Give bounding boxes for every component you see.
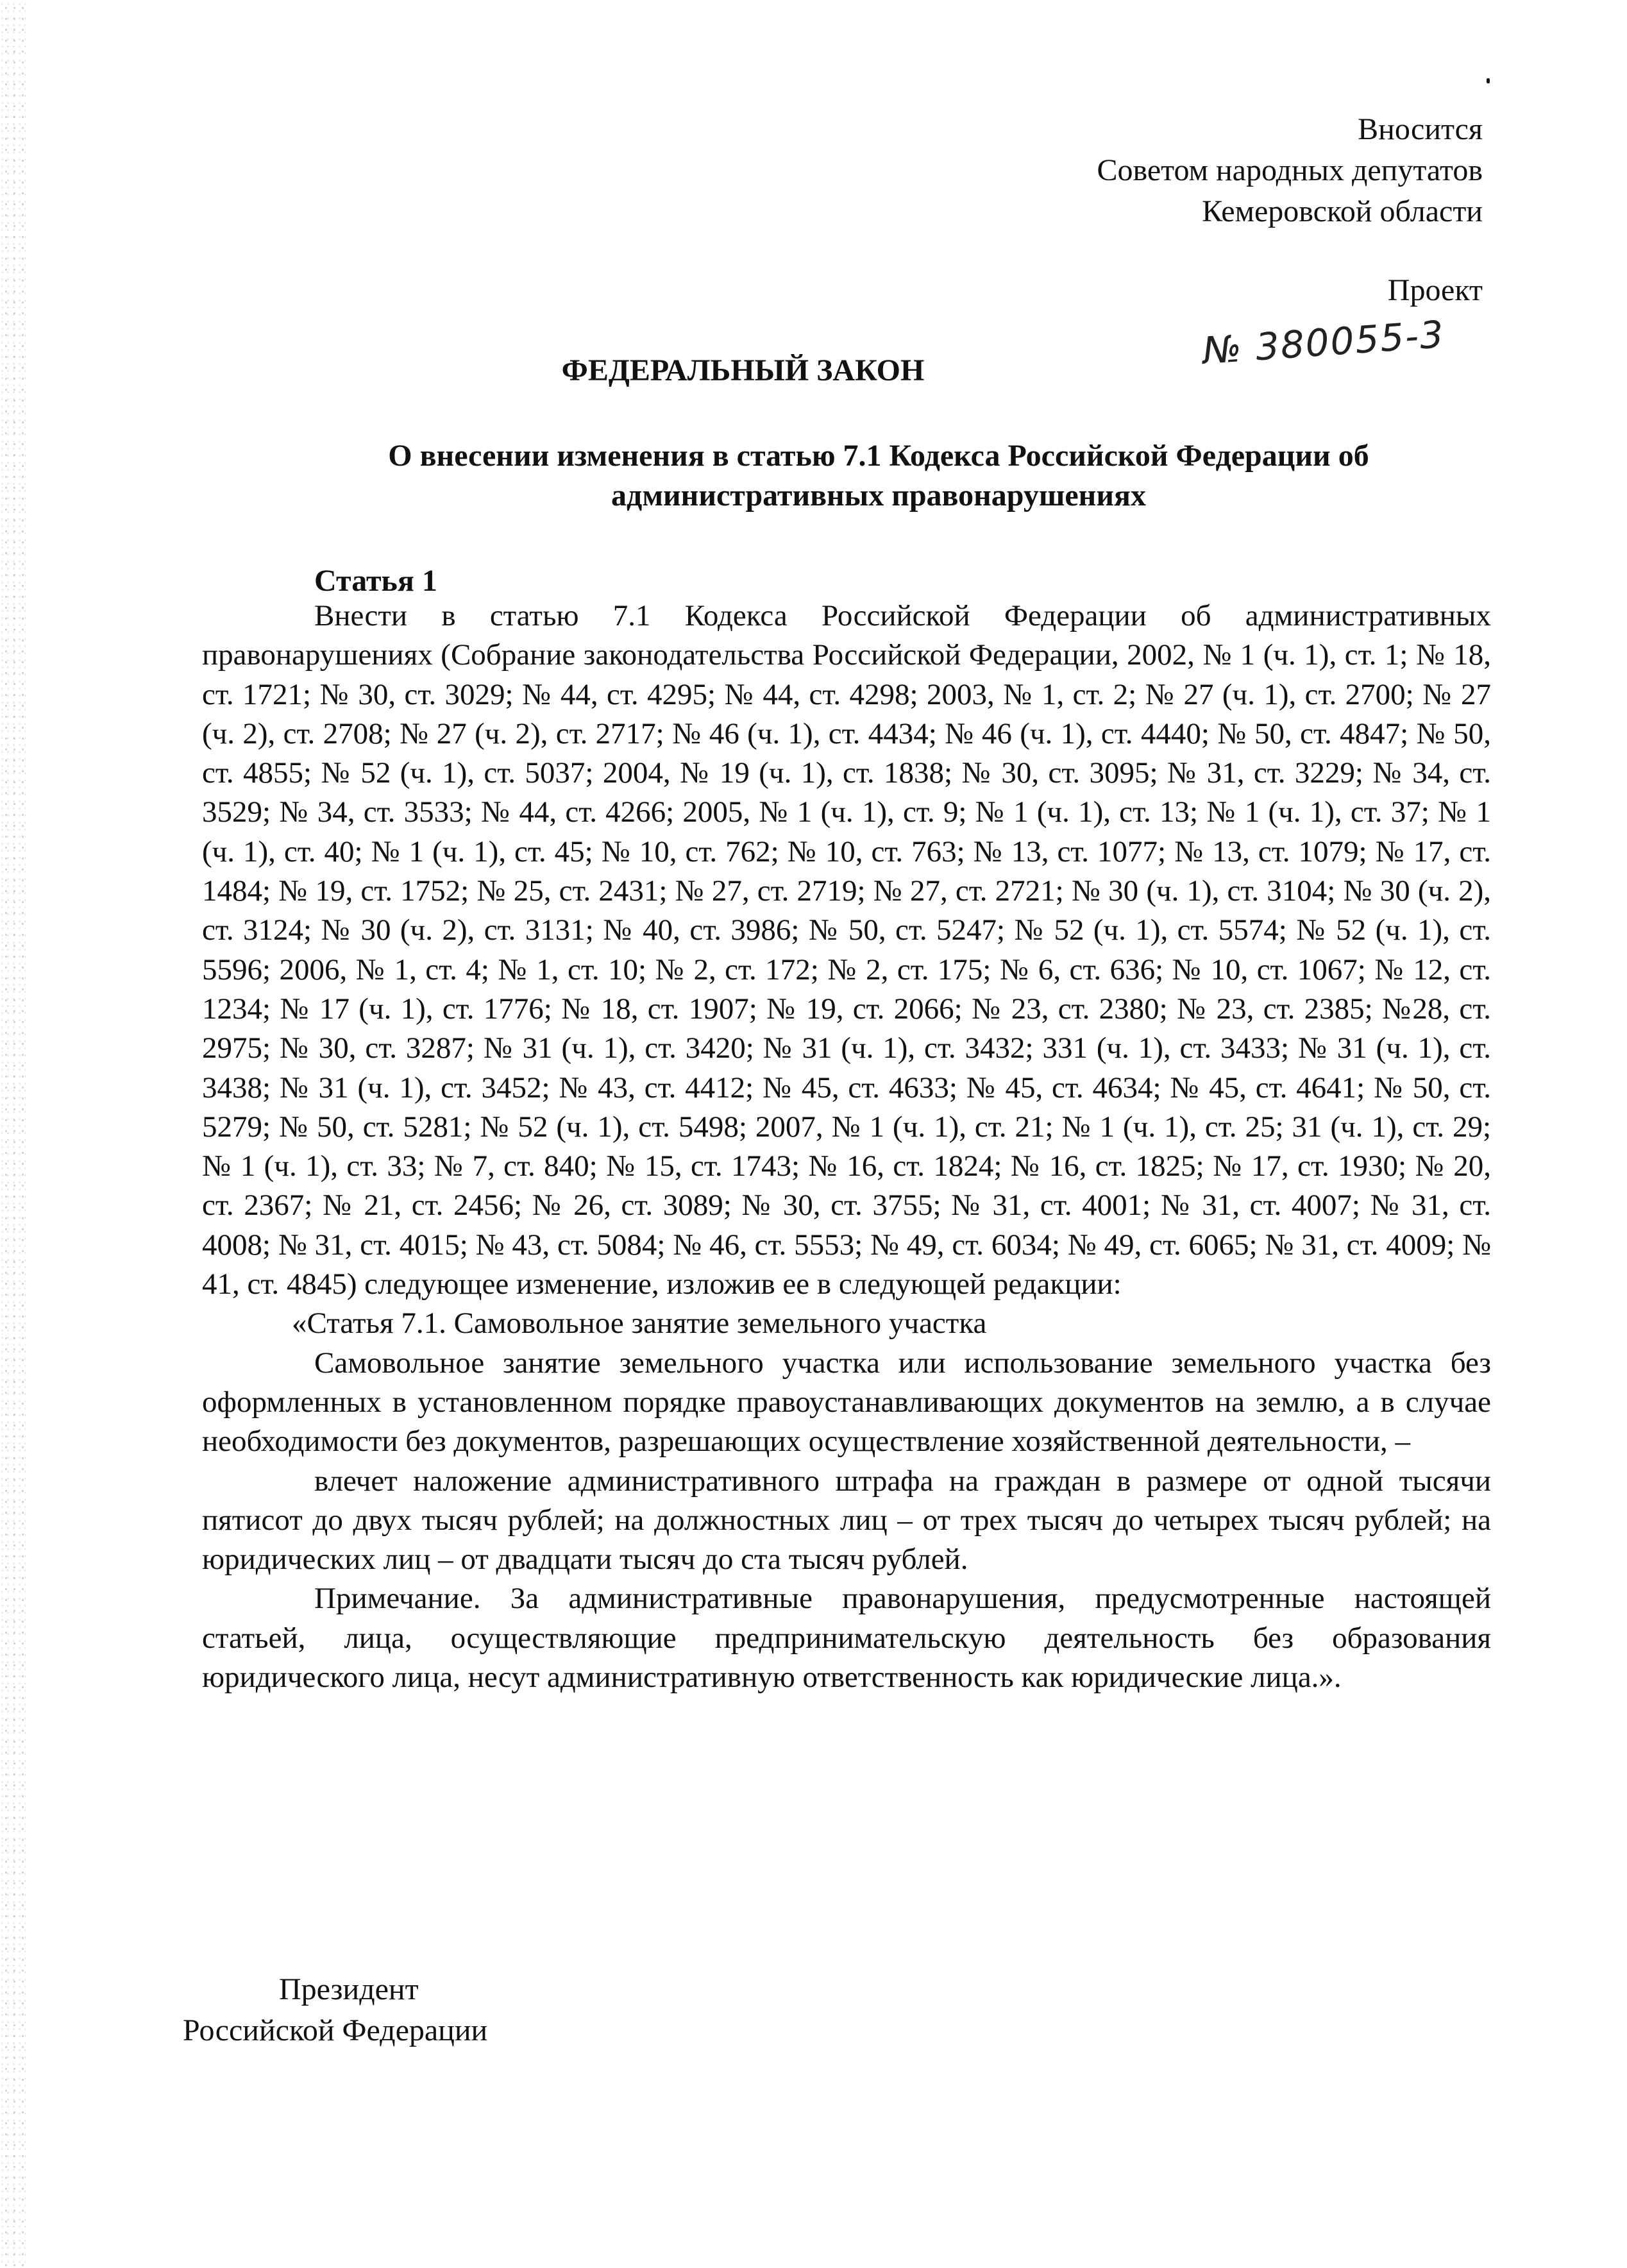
submitted-by-line: Кемеровской области (1202, 194, 1483, 228)
signature-subtitle: Российской Федерации (183, 2013, 488, 2047)
signature-title: Президент (279, 1972, 419, 2006)
signature-block (183, 1969, 487, 2051)
amended-article-heading: «Статья 7.1. Самовольное занятие земельного участка (292, 1307, 987, 1341)
project-label: Проект (1387, 273, 1483, 307)
article-heading: Статья 1 (314, 564, 437, 598)
law-type-text: ФЕДЕРАЛЬНЫЙ ЗАКОН (561, 353, 925, 387)
sanction-paragraph: влечет наложение административного штрафа на граждан в размере от одной тысячи пятисот до двух тысяч рублей; на должностных лиц – от трех тысяч до четырех тысяч рублей; на юридических лиц – от двадцати тысяч до ста тысяч рублей. (202, 1464, 1491, 1577)
submitted-by-block (1097, 109, 1483, 232)
law-title: О внесении изменения в статью 7.1 Кодекса Российской Федерации об административных правонарушениях (388, 439, 1369, 512)
article-body (202, 597, 1491, 1697)
scan-edge-noise (0, 0, 26, 2268)
disposition-paragraph: Самовольное занятие земельного участка или использование земельного участка без оформленных в установленном порядке правоустанавливающих документов на землю, а в случае необходимости без документов, разрешающих осуществление хозяйственной деятельности, – (202, 1346, 1491, 1459)
note-paragraph: Примечание. За административные правонарушения, предусмотренные настоящей статьей, лица, осуществляющие предпринимательскую деятельность без образования юридического лица, несут административную ответственность как юридические лица.». (202, 1582, 1491, 1695)
submitted-by-line: Вносится (1358, 112, 1483, 146)
scan-speck (1487, 78, 1490, 83)
law-type-heading (0, 353, 1627, 388)
submitted-by-line: Советом народных депутатов (1097, 153, 1483, 187)
handwritten-registration-number: № 380055-3 (1201, 312, 1446, 373)
article-intro-paragraph: Внести в статью 7.1 Кодекса Российской Федерации об административных правонарушениях (Собрание законодательства Российской Федерации, 2002, № 1 (ч. 1), ст. 1; № 18, ст. 1721; № 30, ст. 3029; № 44, ст. 4295; № 44, ст. 4298; 2003, № 1, ст. 2; № 27 (ч. 1), ст. 2700; № 27 (ч. 2), ст. 2708; № 27 (ч. 2), ст. 2717; № 46 (ч. 1), ст. 4434; № 46 (ч. 1), ст. 4440; № 50, ст. 4847; № 50, ст. 4855; № 52 (ч. 1), ст. 5037; 2004, № 19 (ч. 1), ст. 1838; № 30, ст. 3095; № 31, ст. 3229; № 34, ст. 3529; № 34, ст. 3533; № 44, ст. 4266; 2005, № 1 (ч. 1), ст. 9; № 1 (ч. 1), ст. 13; № 1 (ч. 1), ст. 37; № 1 (ч. 1), ст. 40; № 1 (ч. 1), ст. 45; № 10, ст. 762; № 10, ст. 763; № 13, ст. 1077; № 13, ст. 1079; № 17, ст. 1484; № 19, ст. 1752; № 25, ст. 2431; № 27, ст. 2719; № 27, ст. 2721; № 30 (ч. 1), ст. 3104; № 30 (ч. 2), ст. 3124; № 30 (ч. 2), ст. 3131; № 40, ст. 3986; № 50, ст. 5247; № 52 (ч. 1), ст. 5574; № 52 (ч. 1), ст. 5596; 2006, № 1, ст. 4; № 1, ст. 10; № 2, ст. 172; № 2, ст. 175; № 6, ст. 636; № 10, ст. 1067; № 12, ст. 1234; № 17 (ч. 1), ст. 1776; № 18, ст. 1907; № 19, ст. 2066; № 23, ст. 2380; № 23, ст. 2385; №28, ст. 2975; № 30, ст. 3287; № 31 (ч. 1), ст. 3420; № 31 (ч. 1), ст. 3432; 331 (ч. 1), ст. 3433; № 31 (ч. 1), ст. 3438; № 31 (ч. 1), ст. 3452; № 43, ст. 4412; № 45, ст. 4633; № 45, ст. 4634; № 45, ст. 4641; № 50, ст. 5279; № 50, ст. 5281; № 52 (ч. 1), ст. 5498; 2007, № 1 (ч. 1), ст. 21; № 1 (ч. 1), ст. 25; 31 (ч. 1), ст. 29; № 1 (ч. 1), ст. 33; № 7, ст. 840; № 15, ст. 1743; № 16, ст. 1824; № 16, ст. 1825; № 17, ст. 1930; № 20, ст. 2367; № 21, ст. 2456; № 26, ст. 3089; № 30, ст. 3755; № 31, ст. 4001; № 31, ст. 4007; № 31, ст. 4008; № 31, ст. 4015; № 43, ст. 5084; № 46, ст. 5553; № 49, ст. 6034; № 49, ст. 6065; № 31, ст. 4009; № 41, ст. 4845) следующее изменение, изложив ее в следующей редакции: (202, 599, 1491, 1301)
